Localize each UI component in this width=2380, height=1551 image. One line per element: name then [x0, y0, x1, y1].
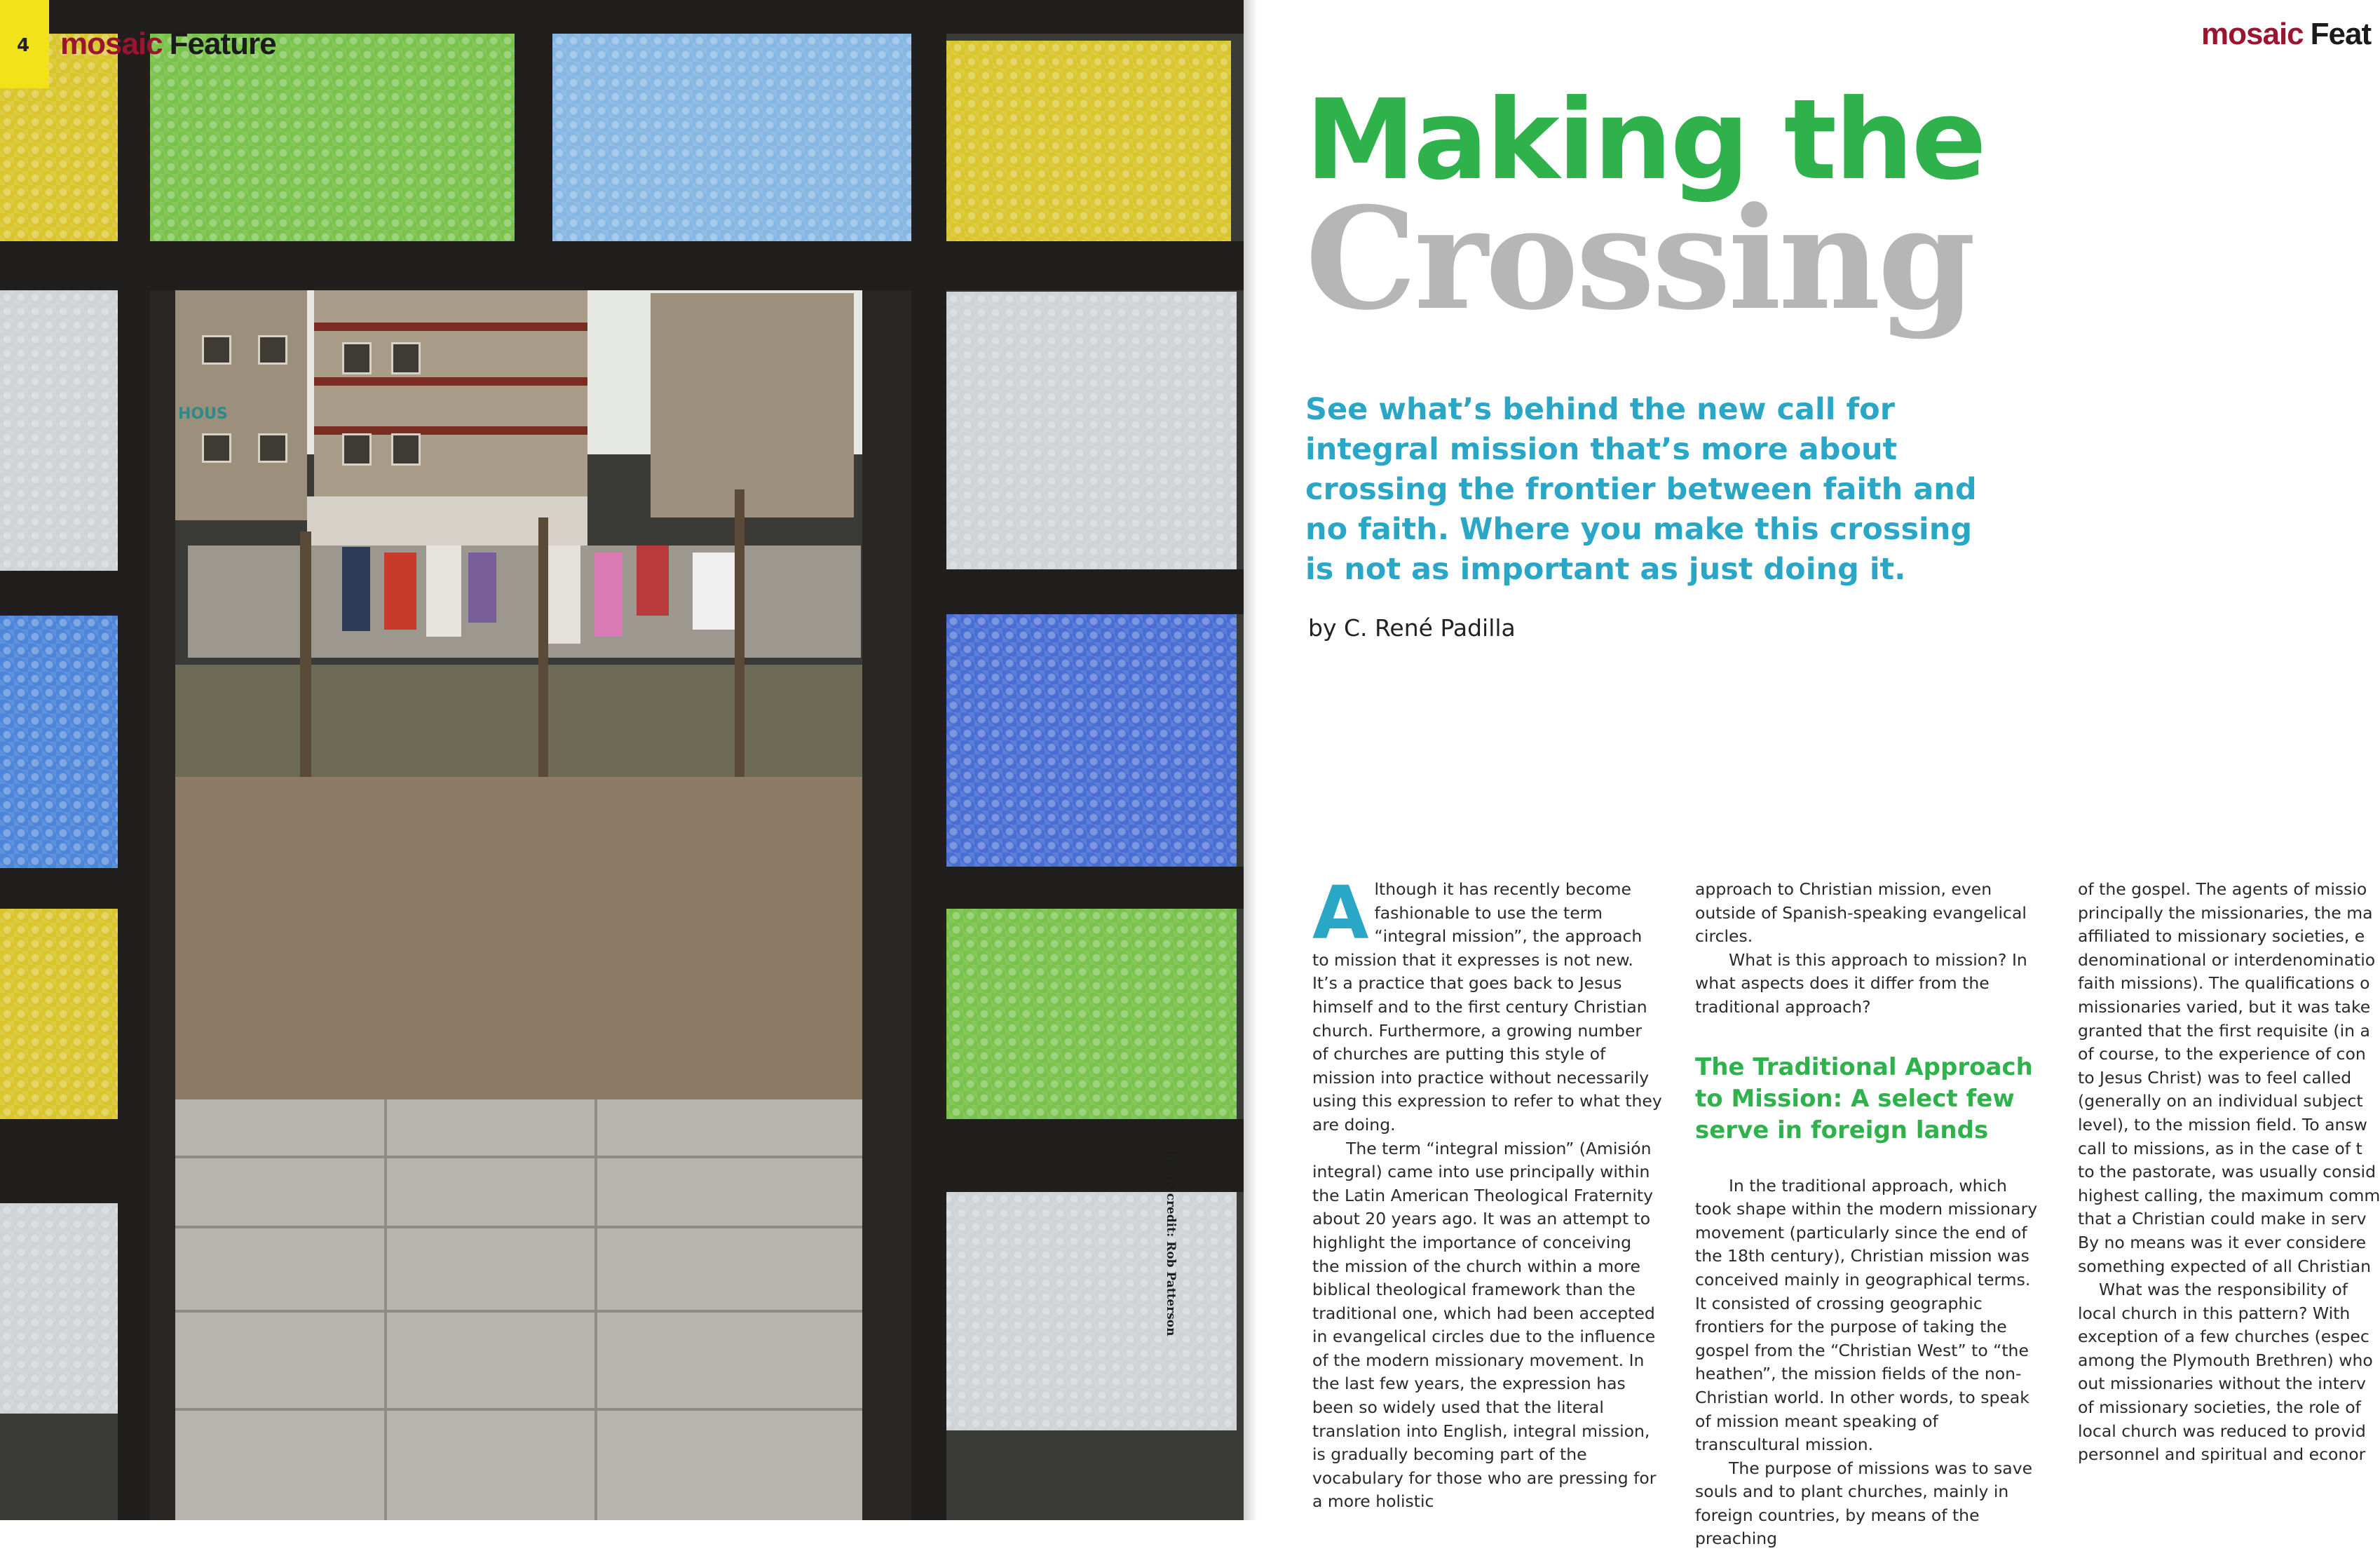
body-line: What was the responsibility of	[2078, 1280, 2348, 1300]
body-line: local church in this pattern? With	[2078, 1303, 2351, 1323]
section-feature: Feature	[169, 27, 276, 61]
street-scene	[174, 286, 882, 1520]
body-line: local church was reduced to provid	[2078, 1421, 2366, 1441]
body-line: By no means was it ever considere	[2078, 1232, 2367, 1252]
body-line: that a Christian could make in serv	[2078, 1209, 2367, 1229]
running-head-right	[2201, 17, 2371, 52]
photo-sign: HOUS	[178, 405, 228, 423]
body-line: principally the missionaries, the ma	[2078, 902, 2373, 923]
gutter	[1244, 0, 1258, 1520]
body-paragraph: Although it has recently become fashionable to use the term “integral mission”, the approach to mission that it expresses is not new. It’s a practice that goes back to Jesus himself and to the first century Christian church. Furthermore, a growing number of churches are putting this style of mission into practice without necessarily using this expression to refer to what they are doing.	[1312, 870, 1662, 1135]
section-feature-right: Feat	[2310, 17, 2372, 51]
body-line: of course, to the experience of con	[2078, 1044, 2366, 1064]
body-line: granted that the first requisite (in a	[2078, 1020, 2370, 1041]
body-line: out missionaries without the interv	[2078, 1374, 2366, 1394]
photo-credit: Photo credit: Rob Patterson	[1164, 1150, 1178, 1336]
body-line: among the Plymouth Brethren) who	[2078, 1350, 2373, 1370]
section-subhead: The Traditional Approach to Mission: A select few serve in foreign lands	[1695, 1052, 2033, 1144]
body-line: to Jesus Christ) was to feel called	[2078, 1067, 2352, 1088]
body-paragraph: The purpose of missions was to save souls and to plant churches, mainly in foreign countries, by means of the preaching	[1695, 1458, 2033, 1549]
body-line: missionaries varied, but it was take	[2078, 996, 2371, 1017]
body-line: faith missions). The qualifications o	[2078, 973, 2370, 994]
body-line: level), to the mission field. To answ	[2078, 1114, 2367, 1135]
body-column-1	[1312, 870, 1663, 1514]
body-paragraph: In the traditional approach, which took shape within the modern missionary movement (particularly since the end of the 18th century), Christian mission was conceived mainly in geographical terms. It consisted of crossing geographic frontiers for the purpose of taking the gospel from the “Christian West” to “the heathen”, the mission fields of the non-Christian world. In other words, to speak of mission meant speaking of transcultural mission.	[1695, 1175, 2038, 1455]
body-line: call to missions, as in the case of t	[2078, 1138, 2362, 1158]
body-paragraph: The term “integral mission” (Amisión integral) came into use principally within the Latin American Theological Fraternity about 20 years ago. It was an attempt to highlight the importance of conceiving the mission of the church within a more biblical theological framework than the traditional one, which had been accepted in evangelical circles due to the influence of the modern missionary movement. In the last few years, the expression has been so widely used that the literal translation into English, integral mission, is gradually becoming part of the vocabulary for those who are pressing for a more holistic	[1312, 1138, 1657, 1512]
article-title-line1: Making the	[1305, 76, 1985, 205]
drop-cap: A	[1312, 870, 1369, 956]
body-line: of missionary societies, the role of	[2078, 1397, 2361, 1418]
byline: by C. René Padilla	[1308, 614, 1516, 642]
body-line: denominational or interdenominatio	[2078, 949, 2376, 970]
standfirst: See what’s behind the new call for integral mission that’s more about crossing the frontier between faith and no faith. Where you make this crossing is not as important as just doing it.	[1305, 392, 1977, 587]
brand-mosaic-right: mosaic	[2201, 17, 2304, 51]
article-title-line2: Crossing	[1305, 177, 1973, 341]
body-paragraph: What is this approach to mission? In what aspects does it differ from the traditional approach?	[1695, 949, 2027, 1017]
body-line: exception of a few churches (espec	[2078, 1327, 2369, 1347]
body-line: affiliated to missionary societies, e	[2078, 926, 2365, 947]
brand-mosaic: mosaic	[60, 27, 163, 61]
body-column-3	[2078, 878, 2380, 1467]
body-paragraph: approach to Christian mission, even outside of Spanish-speaking evangelical circles.	[1695, 879, 2027, 947]
body-line: highest calling, the maximum comm	[2078, 1185, 2380, 1205]
body-line: of the gospel. The agents of missio	[2078, 879, 2367, 899]
body-line: personnel and spiritual and econor	[2078, 1444, 2366, 1465]
running-head-left	[60, 27, 276, 62]
body-line: (generally on an individual subject	[2078, 1091, 2363, 1111]
body-column-2	[1695, 878, 2046, 1551]
body-line: something expected of all Christian	[2078, 1256, 2372, 1276]
page-number: 4	[17, 35, 30, 56]
body-line: to the pastorate, was usually consid	[2078, 1162, 2376, 1182]
